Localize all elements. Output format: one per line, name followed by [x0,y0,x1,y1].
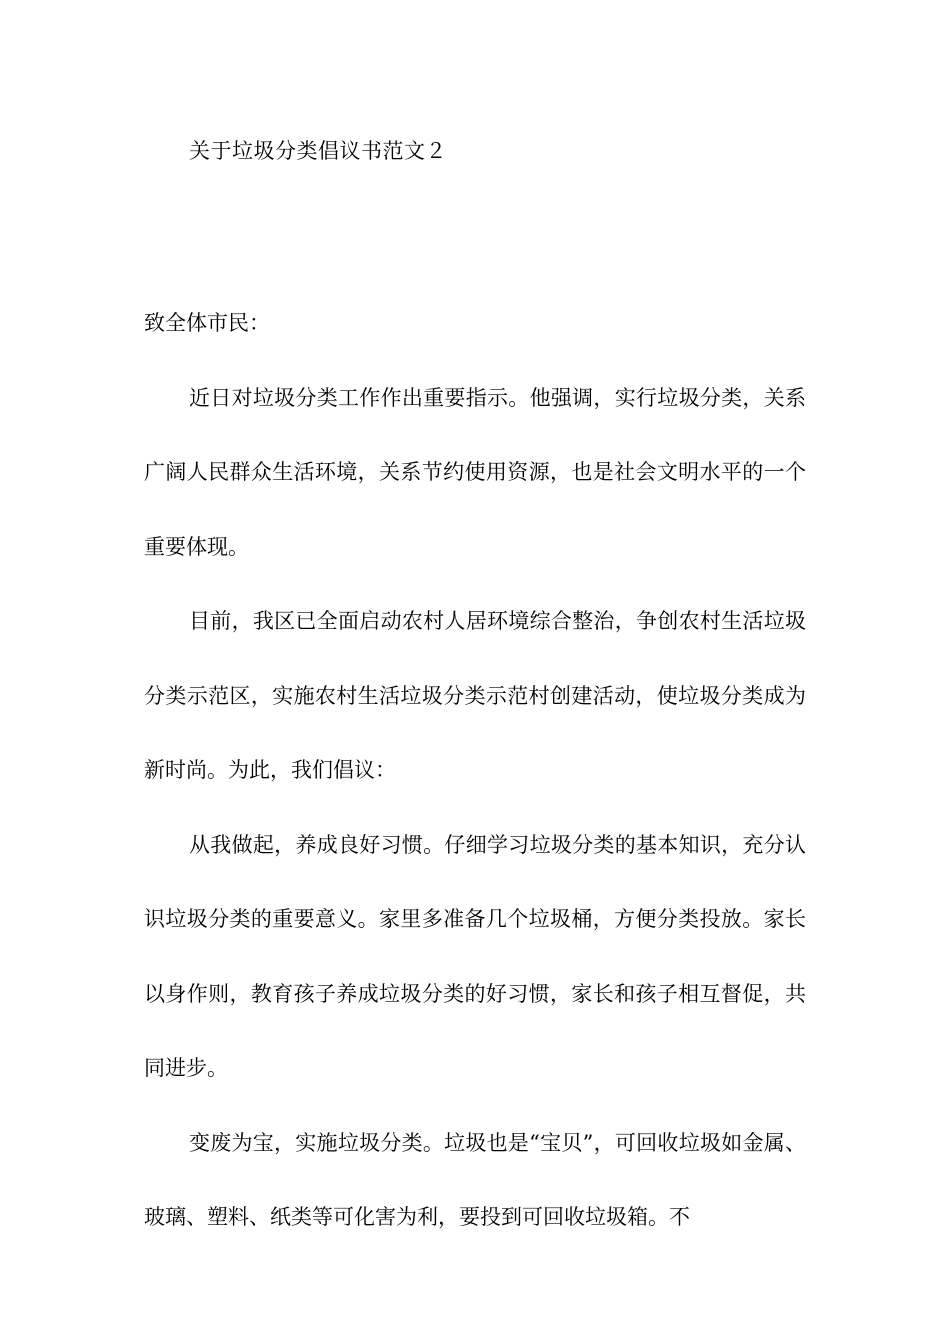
paragraph-2: 目前，我区已全面启动农村人居环境综合整治，争创农村生活垃圾分类示范区，实施农村生活垃圾分类示范村创建活动，使垃圾分类成为新时尚。为此，我们倡议： [144,609,806,782]
paragraph-4: 变废为宝，实施垃圾分类。垃圾也是“宝贝”，可回收垃圾如金属、玻璃、塑料、纸类等可化害为利，要投到可回收垃圾箱。不 [144,1130,806,1229]
salutation: 致全体市民： [144,311,270,335]
paragraph-1: 近日对垃圾分类工作作出重要指示。他强调，实行垃圾分类，关系广阔人民群众生活环境，关系节约使用资源，也是社会文明水平的一个重要体现。 [144,385,806,559]
document-title: 关于垃圾分类倡议书范文２ [189,139,447,163]
paragraph-3: 从我做起，养成良好习惯。仔细学习垃圾分类的基本知识，充分认识垃圾分类的重要意义。家里多准备几个垃圾桶，方便分类投放。家长以身作则，教育孩子养成垃圾分类的好习惯，家长和孩子相互督促，共同进步。 [144,832,806,1080]
document-body [144,286,806,1255]
